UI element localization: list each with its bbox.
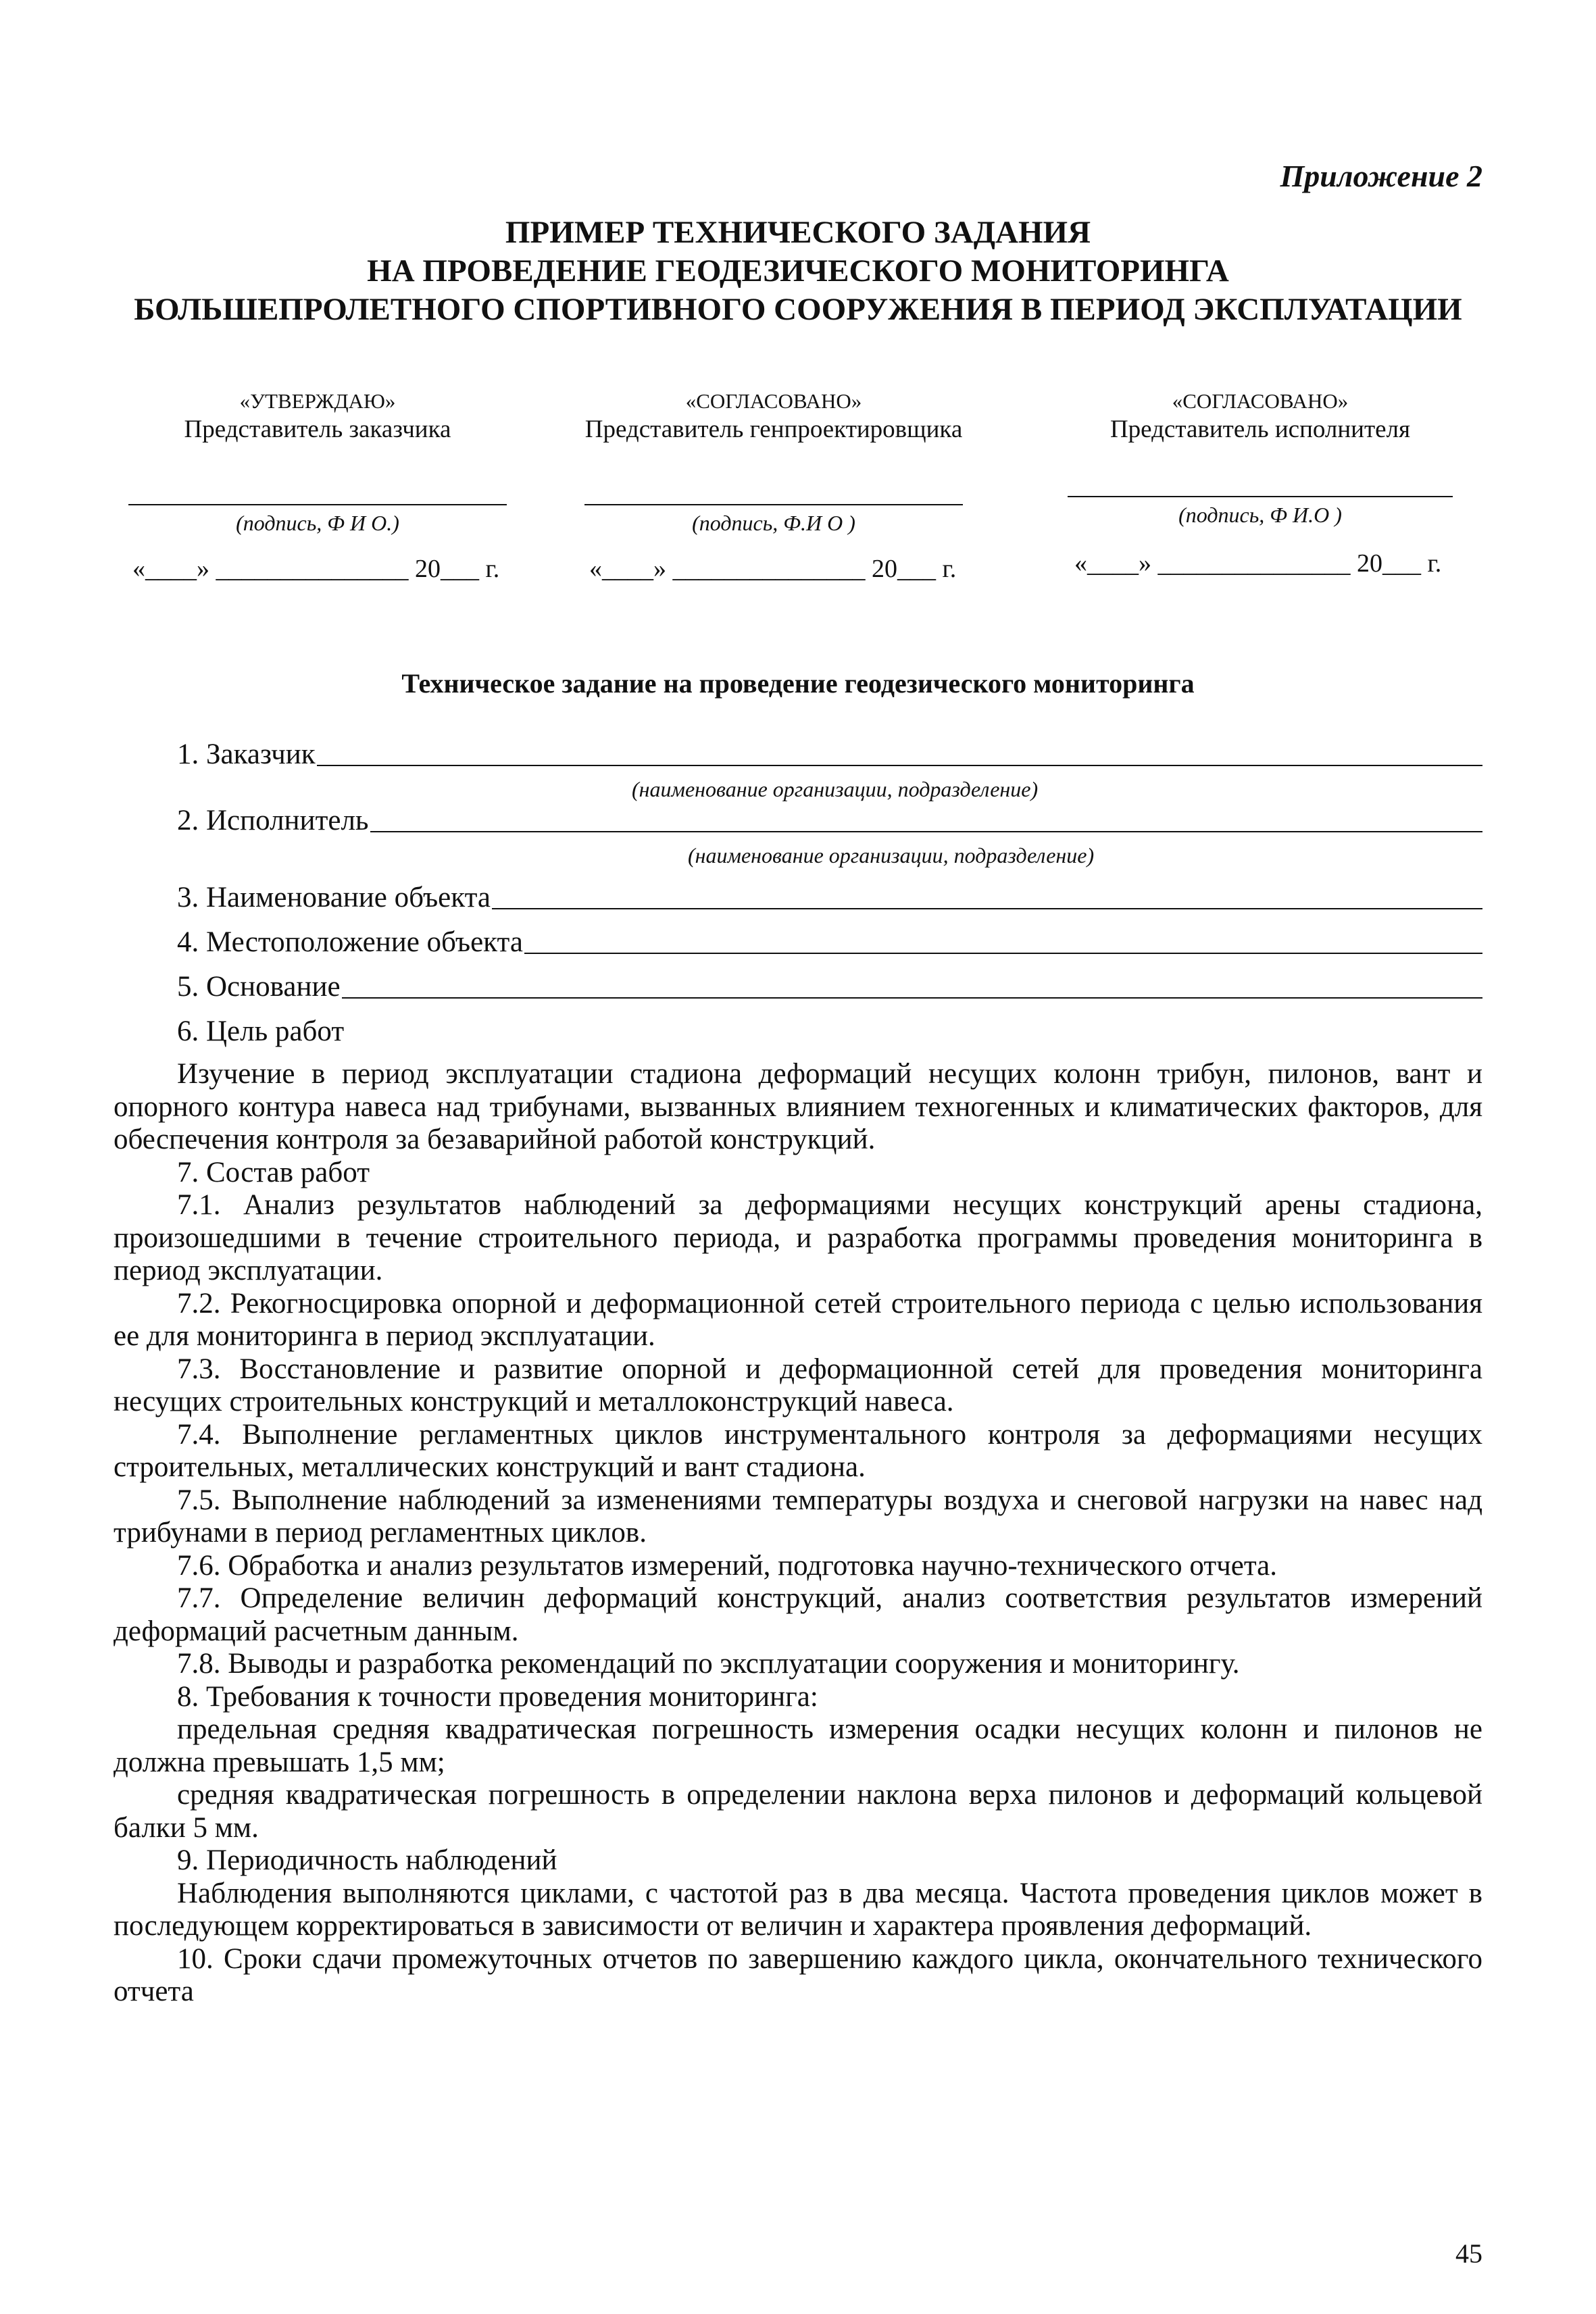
paragraph: 7.6. Обработка и анализ результатов измерений, подготовка научно-технического отчета. — [177, 1549, 1278, 1582]
paragraph: 7.4. Выполнение регламентных циклов инструментального контроля за деформациями несущих строительных, металлических конструкций и вант стадиона. — [114, 1418, 1482, 1483]
signature-line — [584, 504, 963, 505]
signature-line — [1068, 496, 1453, 497]
paragraph: 7. Состав работ — [177, 1156, 370, 1188]
field-basis — [177, 970, 1482, 1004]
paragraph: Наблюдения выполняются циклами, с частотой раз в два месяца. Частота проведения циклов может в последующем корректироваться в зависимости от величин и характера проявления деформаций. — [114, 1877, 1482, 1942]
fill-line — [342, 997, 1482, 999]
field-label: 3. Наименование объекта — [177, 882, 491, 913]
paragraph: 7.2. Рекогносцировка опорной и деформационной сетей строительного периода с целью использования ее для мониторинга в период эксплуатации. — [114, 1287, 1482, 1352]
signature-block-contractor — [1068, 388, 1453, 528]
document-title — [108, 213, 1488, 329]
signature-block-customer — [128, 388, 507, 536]
field-contractor — [177, 804, 1482, 838]
field-label: 5. Основание — [177, 971, 341, 1003]
field-customer — [177, 738, 1482, 772]
fill-line — [524, 953, 1482, 954]
signatory-role: Представитель исполнителя — [1109, 416, 1411, 443]
paragraph: 7.5. Выполнение наблюдений за изменениями температуры воздуха и снеговой нагрузки на навес над трибунами в период регламентных циклов. — [114, 1484, 1482, 1549]
field-label: 2. Исполнитель — [177, 805, 369, 836]
title-line-1: ПРИМЕР ТЕХНИЧЕСКОГО ЗАДАНИЯ — [505, 215, 1091, 250]
field-label: 4. Местоположение объекта — [177, 926, 523, 958]
body-text — [114, 1058, 1482, 2009]
field-label: 1. Заказчик — [177, 738, 316, 770]
paragraph: 7.1. Анализ результатов наблюдений за деформациями несущих конструкций арены стадиона, произошедшими в течение строительного периода, и разработка программы проведения мониторинга в период эксплуатации. — [114, 1189, 1482, 1286]
paragraph: 8. Требования к точности проведения мониторинга: — [177, 1680, 818, 1713]
paragraph: 10. Сроки сдачи промежуточных отчетов по завершению каждого цикла, окончательного технического отчета — [114, 1942, 1482, 2007]
field-object-location — [177, 926, 1482, 959]
paragraph: Изучение в период эксплуатации стадиона деформаций несущих колонн трибун, пилонов, вант и опорного контура навеса над трибунами, вызванных влиянием техногенных и климатических факторов, для обеспечения контроля за безаварийной работой конструкций. — [114, 1058, 1482, 1155]
fill-line — [492, 908, 1482, 909]
approval-stamp: «СОГЛАСОВАНО» — [685, 389, 862, 413]
paragraph: 9. Периодичность наблюдений — [177, 1844, 557, 1876]
signature-hint: (подпись, Ф И О.) — [236, 511, 399, 535]
signature-hint: (подпись, Ф.И О ) — [692, 511, 855, 535]
signatory-role: Представитель генпроектировщика — [584, 416, 963, 443]
paragraph: 7.8. Выводы и разработка рекомендаций по эксплуатации сооружения и мониторингу. — [177, 1648, 1240, 1680]
title-line-3: БОЛЬШЕПРОЛЕТНОГО СПОРТИВНОГО СООРУЖЕНИЯ В ПЕРИОД ЭКСПЛУАТАЦИИ — [134, 292, 1462, 327]
field-label: 6. Цель работ — [177, 1015, 345, 1047]
paragraph: 7.7. Определение величин деформаций конструкций, анализ соответствия результатов измерений деформаций расчетным данным. — [114, 1582, 1482, 1647]
signature-line — [128, 504, 507, 505]
title-line-2: НА ПРОВЕДЕНИЕ ГЕОДЕЗИЧЕСКОГО МОНИТОРИНГА — [367, 253, 1229, 288]
paragraph: 7.3. Восстановление и развитие опорной и деформационной сетей для проведения мониторинга несущих строительных конструкций и металлоконструкций навеса. — [114, 1353, 1482, 1417]
fill-line — [317, 765, 1482, 766]
date-line-general-designer: «____» _______________ 20___ г. — [589, 555, 957, 583]
field-goal — [177, 1015, 1482, 1049]
field-hint-contractor: (наименование организации, подразделение) — [688, 843, 1095, 867]
date-line-customer: «____» _______________ 20___ г. — [132, 555, 500, 583]
signature-hint: (подпись, Ф И.О ) — [1178, 503, 1342, 527]
section-title: Техническое задание на проведение геодезического мониторинга — [401, 668, 1195, 699]
signatory-role: Представитель заказчика — [184, 416, 451, 443]
appendix-label: Приложение 2 — [1280, 159, 1482, 193]
date-line-contractor: «____» _______________ 20___ г. — [1074, 549, 1442, 578]
approval-stamp: «УТВЕРЖДАЮ» — [239, 389, 396, 413]
signature-block-general-designer — [584, 388, 963, 536]
fill-line — [370, 831, 1482, 832]
paragraph: предельная средняя квадратическая погрешность измерения осадки несущих колонн и пилонов не должна превышать 1,5 мм; — [114, 1713, 1482, 1778]
field-object-name — [177, 881, 1482, 915]
paragraph: средняя квадратическая погрешность в определении наклона верха пилонов и деформаций кольцевой балки 5 мм. — [114, 1779, 1482, 1844]
page-number: 45 — [1455, 2238, 1482, 2269]
approval-stamp: «СОГЛАСОВАНО» — [1172, 389, 1349, 413]
field-hint-customer: (наименование организации, подразделение) — [632, 777, 1039, 801]
